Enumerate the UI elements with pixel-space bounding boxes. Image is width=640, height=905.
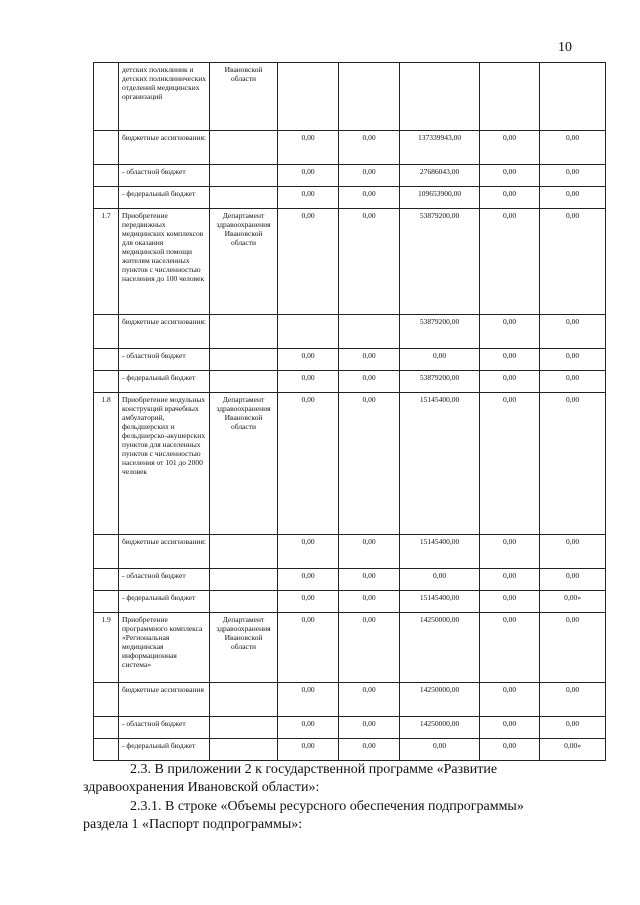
item-name-cell: - областной бюджет bbox=[119, 569, 210, 591]
table-row bbox=[94, 371, 606, 393]
amount-cell: 0,00 bbox=[540, 349, 606, 371]
amount-cell: 0,00 bbox=[339, 683, 400, 717]
table-row bbox=[94, 165, 606, 187]
amount-cell: 0,00 bbox=[339, 371, 400, 393]
item-name-cell: - областной бюджет bbox=[119, 349, 210, 371]
table-row bbox=[94, 393, 606, 535]
amount-cell bbox=[339, 315, 400, 349]
amount-cell: 0,00 bbox=[339, 393, 400, 535]
item-name-cell: Приобретение программного комплекса «Региональная медицинская информационная система» bbox=[119, 613, 210, 683]
row-index-cell bbox=[94, 569, 119, 591]
amount-cell: 0,00 bbox=[339, 209, 400, 315]
amount-cell: 0,00 bbox=[480, 393, 540, 535]
amount-cell: 0,00 bbox=[400, 739, 480, 761]
executor-cell bbox=[210, 371, 278, 393]
executor-cell bbox=[210, 569, 278, 591]
paragraph-2-3-1-cont: раздела 1 «Паспорт подпрограммы»: bbox=[83, 817, 303, 832]
amount-cell: 0,00 bbox=[540, 393, 606, 535]
table-row bbox=[94, 569, 606, 591]
amount-cell: 0,00 bbox=[480, 371, 540, 393]
table-row bbox=[94, 315, 606, 349]
amount-cell: 0,00 bbox=[480, 349, 540, 371]
amount-cell: 0,00 bbox=[540, 165, 606, 187]
amount-cell: 0,00 bbox=[540, 371, 606, 393]
table-row bbox=[94, 717, 606, 739]
paragraph-2-3: 2.3. В приложении 2 к государственной программе «Развитие bbox=[130, 762, 498, 777]
item-name-cell: - федеральный бюджет bbox=[119, 187, 210, 209]
executor-cell bbox=[210, 315, 278, 349]
executor-cell: Департамент здравоохранения Ивановской области bbox=[210, 393, 278, 535]
amount-cell: 0,00 bbox=[540, 315, 606, 349]
amount-cell: 0,00 bbox=[339, 569, 400, 591]
executor-cell: Департамент здравоохранения Ивановской области bbox=[210, 613, 278, 683]
executor-cell bbox=[210, 165, 278, 187]
item-name-cell: бюджетные ассигнования: bbox=[119, 131, 210, 165]
amount-cell: 0,00 bbox=[339, 131, 400, 165]
amount-cell: 0,00 bbox=[480, 591, 540, 613]
paragraph-2-3-1: 2.3.1. В строке «Объемы ресурсного обеспечения подпрограммы» bbox=[130, 799, 524, 814]
amount-cell: 0,00 bbox=[278, 393, 339, 535]
amount-cell: 0,00 bbox=[540, 717, 606, 739]
amount-cell: 0,00 bbox=[540, 209, 606, 315]
item-name-cell: Приобретение модульных конструкций врачебных амбулаторий, фельдшерских и фельдшерско-акушерских пунктов для населенных пунктов с численностью населения от 101 до 2000 человек bbox=[119, 393, 210, 535]
row-index-cell bbox=[94, 739, 119, 761]
amount-cell: 0,00 bbox=[278, 165, 339, 187]
row-index-cell bbox=[94, 131, 119, 165]
amount-cell: 0,00 bbox=[480, 315, 540, 349]
table-row bbox=[94, 535, 606, 569]
amount-cell: 0,00 bbox=[278, 131, 339, 165]
row-index-cell bbox=[94, 683, 119, 717]
amount-cell: 0,00 bbox=[339, 591, 400, 613]
amount-cell: 0,00 bbox=[480, 131, 540, 165]
amount-cell: 0,00 bbox=[278, 187, 339, 209]
table-row bbox=[94, 739, 606, 761]
amount-cell: 0,00 bbox=[480, 209, 540, 315]
amount-cell: 0,00 bbox=[278, 209, 339, 315]
table-row bbox=[94, 63, 606, 131]
amount-cell: 0,00 bbox=[339, 165, 400, 187]
amount-cell: 0,00 bbox=[278, 535, 339, 569]
amount-cell: 0,00 bbox=[480, 187, 540, 209]
item-name-cell: Приобретение передвижных медицинских комплексов для оказания медицинской помощи жителям населенных пунктов с численностью населения до 100 человек bbox=[119, 209, 210, 315]
amount-cell: 15145400,00 bbox=[400, 535, 480, 569]
item-name-cell: детских поликлиник и детских поликлинических отделений медицинских организаций bbox=[119, 63, 210, 131]
amount-cell bbox=[400, 63, 480, 131]
row-index-cell bbox=[94, 349, 119, 371]
executor-cell bbox=[210, 187, 278, 209]
amount-cell: 14250000,00 bbox=[400, 683, 480, 717]
row-index-cell bbox=[94, 63, 119, 131]
item-name-cell: - федеральный бюджет bbox=[119, 371, 210, 393]
amount-cell bbox=[480, 63, 540, 131]
amount-cell: 0,00 bbox=[540, 187, 606, 209]
executor-cell bbox=[210, 535, 278, 569]
amount-cell: 14250000,00 bbox=[400, 613, 480, 683]
item-name-cell: - федеральный бюджет bbox=[119, 739, 210, 761]
amount-cell: 15145400,00 bbox=[400, 393, 480, 535]
amount-cell: 0,00 bbox=[480, 165, 540, 187]
amount-cell: 0,00 bbox=[339, 535, 400, 569]
amount-cell: 109653900,00 bbox=[400, 187, 480, 209]
amount-cell: 0,00 bbox=[339, 349, 400, 371]
page-number: 10 bbox=[558, 40, 572, 55]
amount-cell: 0,00 bbox=[339, 717, 400, 739]
executor-cell: Ивановской области bbox=[210, 63, 278, 131]
table-row bbox=[94, 349, 606, 371]
amount-cell bbox=[278, 63, 339, 131]
executor-cell: Департамент здравоохранения Ивановской области bbox=[210, 209, 278, 315]
item-name-cell: - областной бюджет bbox=[119, 165, 210, 187]
row-index-cell: 1.7 bbox=[94, 209, 119, 315]
amount-cell bbox=[339, 63, 400, 131]
amount-cell: 0,00 bbox=[339, 739, 400, 761]
item-name-cell: - федеральный бюджет bbox=[119, 591, 210, 613]
amount-cell: 15145400,00 bbox=[400, 591, 480, 613]
amount-cell: 0,00 bbox=[540, 569, 606, 591]
amount-cell bbox=[278, 315, 339, 349]
amount-cell: 0,00 bbox=[278, 569, 339, 591]
amount-cell: 0,00 bbox=[480, 569, 540, 591]
table-row bbox=[94, 187, 606, 209]
amount-cell: 0,00 bbox=[278, 717, 339, 739]
amount-cell: 53879200,00 bbox=[400, 315, 480, 349]
amount-cell: 0,00» bbox=[540, 591, 606, 613]
amount-cell: 0,00 bbox=[480, 717, 540, 739]
amount-cell: 0,00» bbox=[540, 739, 606, 761]
amount-cell: 0,00 bbox=[278, 371, 339, 393]
row-index-cell bbox=[94, 591, 119, 613]
amount-cell: 0,00 bbox=[278, 613, 339, 683]
paragraph-2-3-cont: здравоохранения Ивановской области»: bbox=[83, 780, 320, 795]
table-row bbox=[94, 131, 606, 165]
row-index-cell bbox=[94, 315, 119, 349]
amount-cell: 0,00 bbox=[540, 613, 606, 683]
amount-cell: 0,00 bbox=[480, 535, 540, 569]
row-index-cell: 1.9 bbox=[94, 613, 119, 683]
item-name-cell: - областной бюджет bbox=[119, 717, 210, 739]
executor-cell bbox=[210, 739, 278, 761]
amount-cell: 27686043,00 bbox=[400, 165, 480, 187]
amount-cell: 0,00 bbox=[480, 683, 540, 717]
amount-cell: 0,00 bbox=[278, 683, 339, 717]
item-name-cell: бюджетные ассигнования: bbox=[119, 315, 210, 349]
amount-cell: 0,00 bbox=[339, 187, 400, 209]
row-index-cell bbox=[94, 165, 119, 187]
amount-cell: 0,00 bbox=[339, 613, 400, 683]
row-index-cell bbox=[94, 187, 119, 209]
amount-cell: 0,00 bbox=[480, 739, 540, 761]
amount-cell: 0,00 bbox=[540, 535, 606, 569]
executor-cell bbox=[210, 683, 278, 717]
budget-table bbox=[93, 62, 606, 761]
item-name-cell: бюджетные ассигнования: bbox=[119, 535, 210, 569]
amount-cell: 0,00 bbox=[480, 613, 540, 683]
table-row bbox=[94, 591, 606, 613]
amount-cell: 0,00 bbox=[540, 683, 606, 717]
amount-cell: 53879200,00 bbox=[400, 371, 480, 393]
row-index-cell bbox=[94, 371, 119, 393]
executor-cell bbox=[210, 717, 278, 739]
executor-cell bbox=[210, 349, 278, 371]
amount-cell bbox=[540, 63, 606, 131]
table-row bbox=[94, 683, 606, 717]
row-index-cell: 1.8 bbox=[94, 393, 119, 535]
table-row bbox=[94, 209, 606, 315]
amount-cell: 0,00 bbox=[278, 739, 339, 761]
item-name-cell: бюджетные ассигнования bbox=[119, 683, 210, 717]
executor-cell bbox=[210, 131, 278, 165]
row-index-cell bbox=[94, 535, 119, 569]
table-row bbox=[94, 613, 606, 683]
amount-cell: 0,00 bbox=[540, 131, 606, 165]
amount-cell: 53879200,00 bbox=[400, 209, 480, 315]
amount-cell: 14250000,00 bbox=[400, 717, 480, 739]
amount-cell: 137339943,00 bbox=[400, 131, 480, 165]
row-index-cell bbox=[94, 717, 119, 739]
amount-cell: 0,00 bbox=[400, 349, 480, 371]
amount-cell: 0,00 bbox=[278, 591, 339, 613]
amount-cell: 0,00 bbox=[278, 349, 339, 371]
executor-cell bbox=[210, 591, 278, 613]
amount-cell: 0,00 bbox=[400, 569, 480, 591]
